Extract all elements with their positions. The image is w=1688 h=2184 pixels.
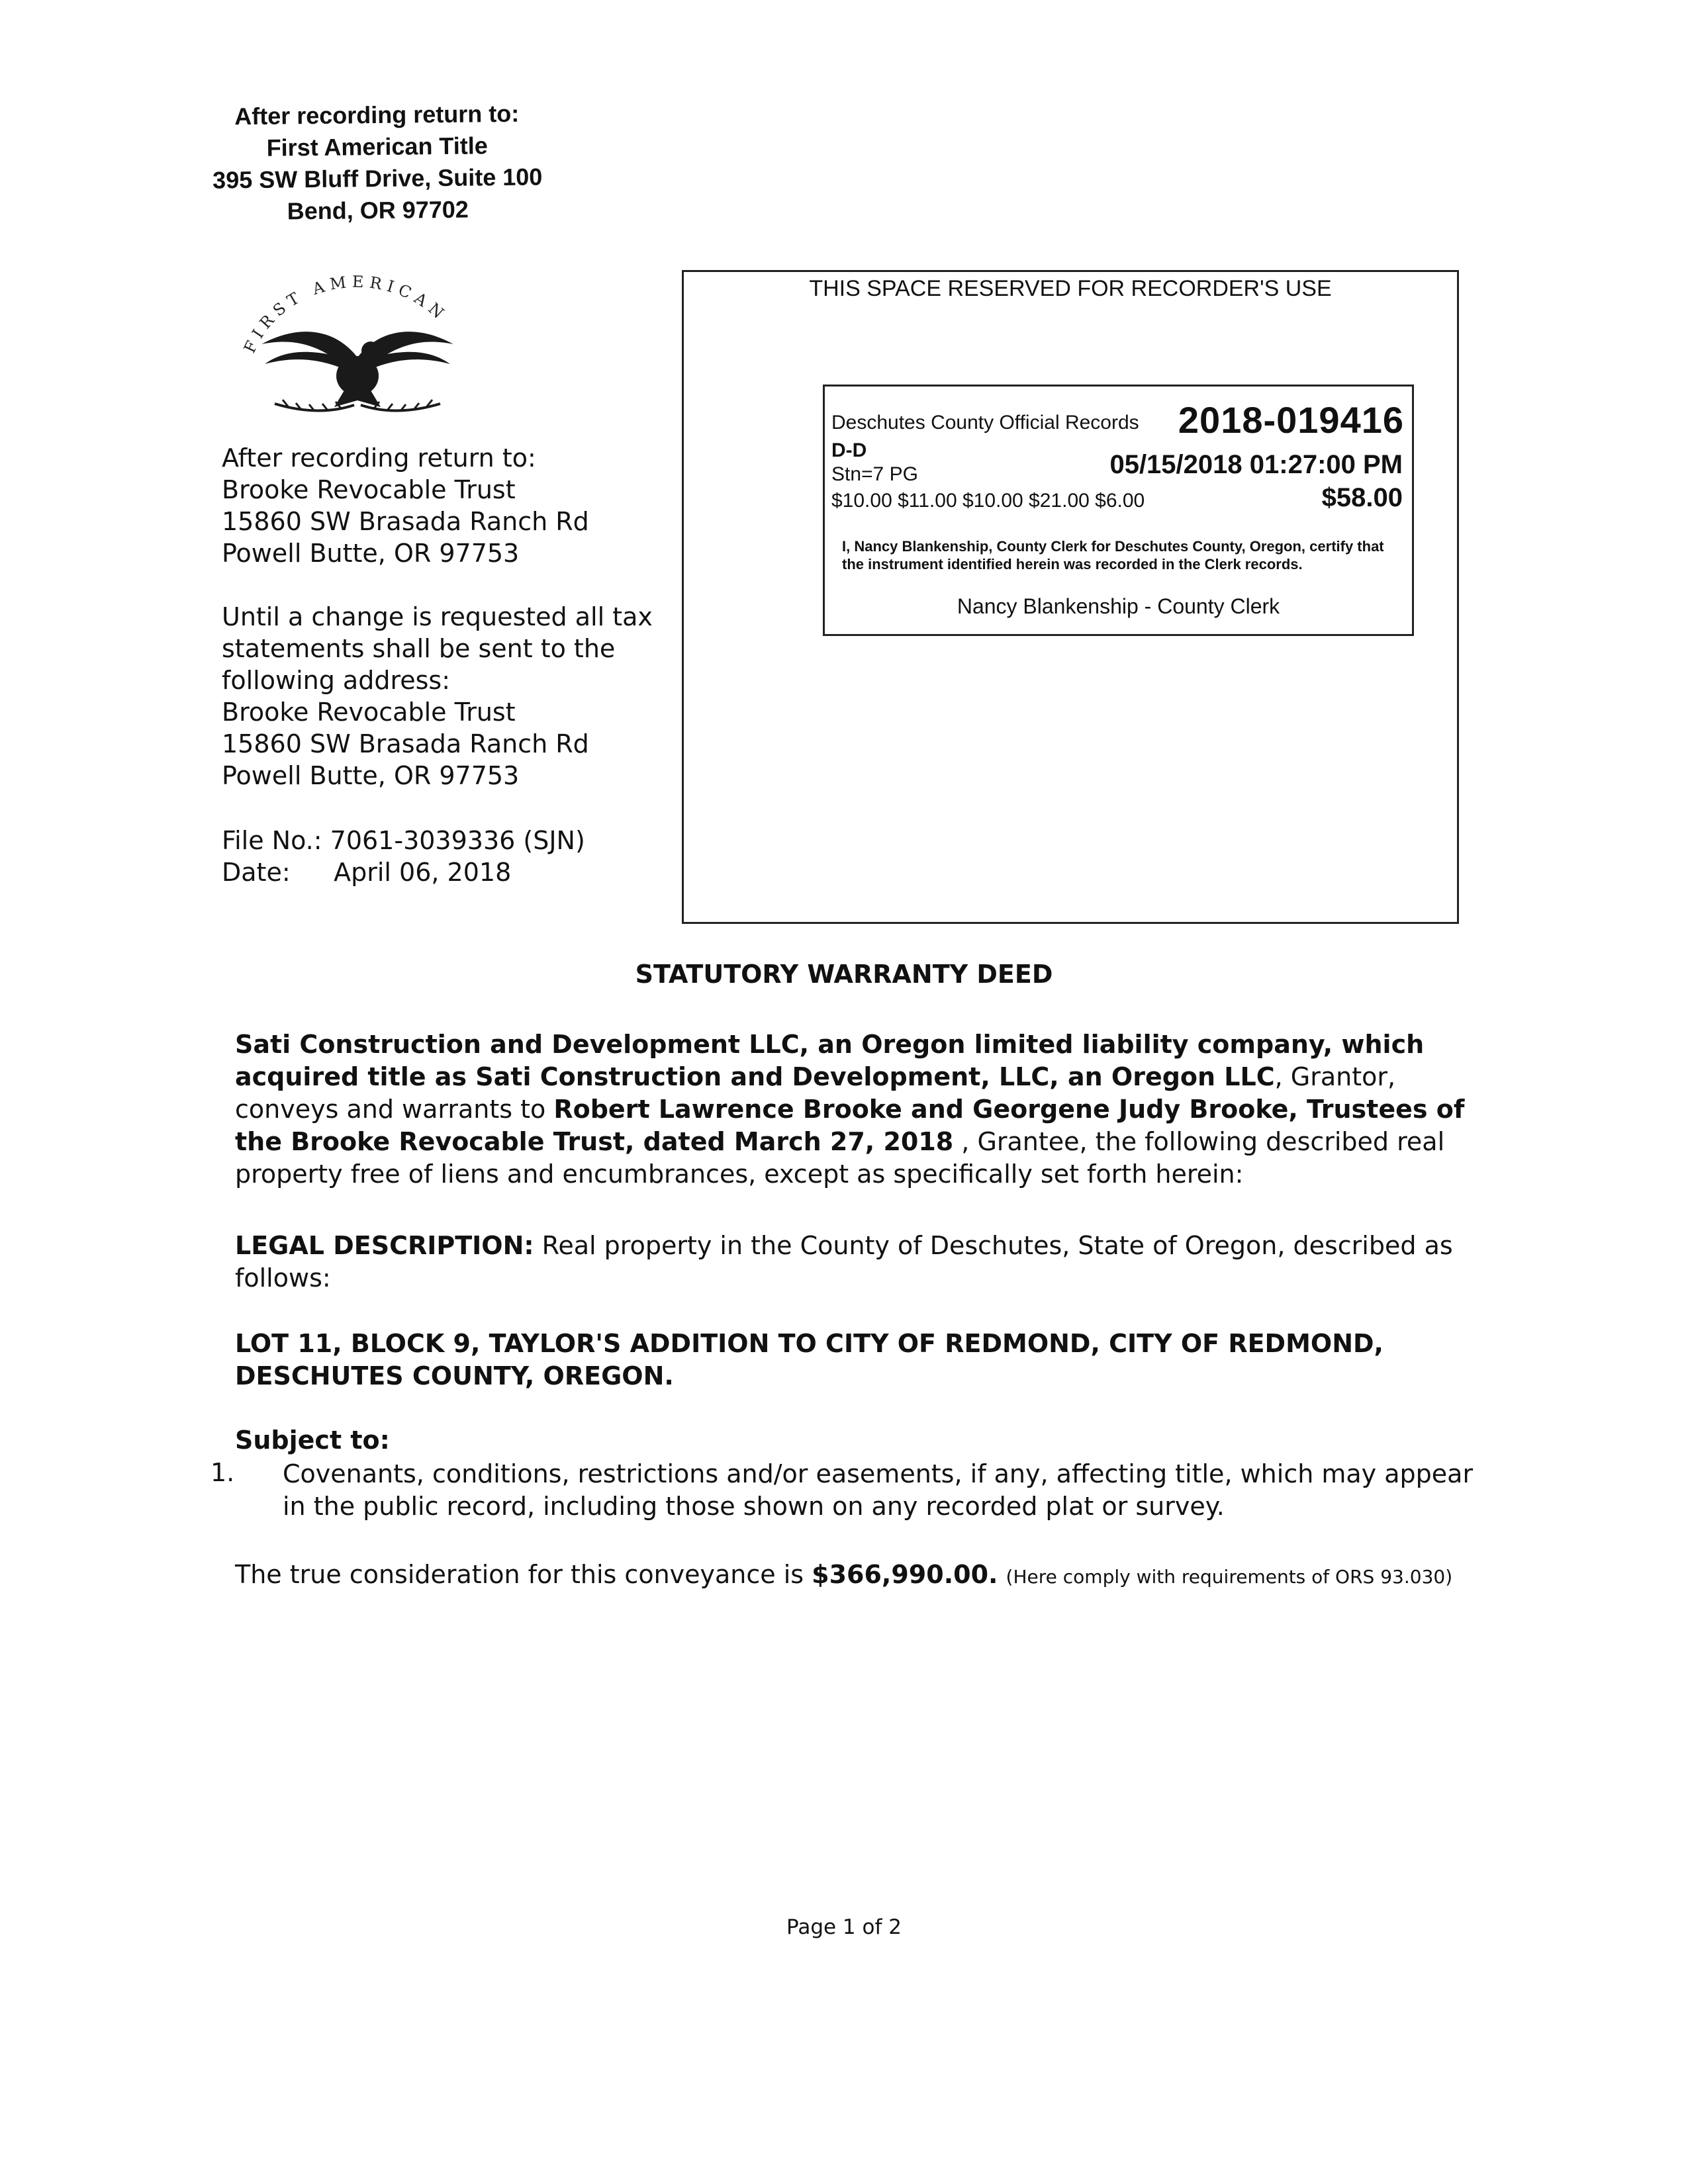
return-to-street: 15860 SW Brasada Ranch Rd [222,507,589,536]
record-clerk: Nancy Blankenship - County Clerk [957,594,1280,618]
file-number-value: 7061-3039336 (SJN) [330,826,585,855]
file-number-row [222,825,698,856]
recording-return-stamp [211,97,543,228]
recorder-use-box [682,270,1459,924]
subject-to-label: Subject to: [235,1426,390,1455]
grantee-name: Robert Lawrence Brooke and Georgene Judy Brooke, Trustees of the Brooke Revocable Trust, dated March 27, 2018 [235,1095,1465,1156]
tax-street: 15860 SW Brasada Ranch Rd [222,729,589,758]
grant-paragraph [235,1028,1493,1191]
record-total: $58.00 [1321,483,1403,512]
grantee-suffix: , Grantee, the following described real property free of liens and encumbrances, except as specifically set forth herein: [235,1127,1445,1189]
record-certification: I, Nancy Blankenship, County Clerk for Deschutes County, Oregon, certify that the instrument identified herein was recorded in the Clerk records. [842,538,1384,572]
eagle-logo-icon [235,265,480,424]
record-station: Stn=7 PG [831,463,918,485]
return-to-name: Brooke Revocable Trust [222,475,516,504]
file-date-value: April 06, 2018 [334,858,512,887]
file-date-row [222,856,698,888]
legal-description-text: Real property in the County of Deschutes, State of Oregon, described as follows: [235,1231,1453,1293]
record-county: Deschutes County Official Records [831,412,1139,433]
logo-arc-text: FIRST AMERICAN [240,272,451,356]
deed-title: STATUTORY WARRANTY DEED [635,960,1053,989]
return-to-label: After recording return to: [222,443,536,473]
file-date-label: Date: [222,858,291,887]
address-block [222,442,698,888]
record-fees: $10.00 $11.00 $10.00 $21.00 $6.00 [831,490,1145,512]
record-number: 2018-019416 [1178,399,1404,441]
consideration-amount: $366,990.00. [812,1560,998,1589]
consideration-note: (Here comply with requirements of ORS 93.030) [1006,1566,1453,1588]
legal-description [235,1230,1493,1295]
record-doc-type: D-D [831,439,867,461]
subject-item-number: 1. [211,1458,235,1487]
recorder-header: THIS SPACE RESERVED FOR RECORDER'S USE [809,276,1332,301]
return-to-city: Powell Butte, OR 97753 [222,539,520,568]
file-number-label: File No.: [222,826,322,855]
subject-item-text: Covenants, conditions, restrictions and/or easements, if any, affecting title, which may appear in the public record, including those shown on any recorded plat or survey. [283,1459,1474,1521]
legal-description-label: LEGAL DESCRIPTION: [235,1231,534,1260]
stamp-line-4: Bend, OR 97702 [287,195,469,225]
tax-city: Powell Butte, OR 97753 [222,761,520,790]
page-number: Page 1 of 2 [786,1915,902,1939]
stamp-line-3: 395 SW Bluff Drive, Suite 100 [212,163,543,194]
tax-name: Brooke Revocable Trust [222,698,516,727]
tax-line-3: following address: [222,666,451,695]
tax-line-1: Until a change is requested all tax [222,602,653,631]
lot-description: LOT 11, BLOCK 9, TAYLOR'S ADDITION TO CITY OF REDMOND, CITY OF REDMOND, DESCHUTES COUNTY, OREGON. [235,1329,1383,1390]
consideration-line [235,1560,1559,1589]
consideration-prefix: The true consideration for this conveyance is [235,1560,812,1589]
county-record-stamp [823,385,1414,636]
grantor-suffix: , Grantor, conveys and warrants to [235,1062,1396,1124]
record-datetime: 05/15/2018 01:27:00 PM [1109,450,1403,479]
grantor-name: Sati Construction and Development LLC, an Oregon limited liability company, which acquired title as Sati Construction and Development, LLC, an Oregon LLC [235,1030,1425,1091]
stamp-line-2: First American Title [266,132,488,161]
tax-line-2: statements shall be sent to the [222,634,616,663]
stamp-line-1: After recording return to: [234,99,520,130]
